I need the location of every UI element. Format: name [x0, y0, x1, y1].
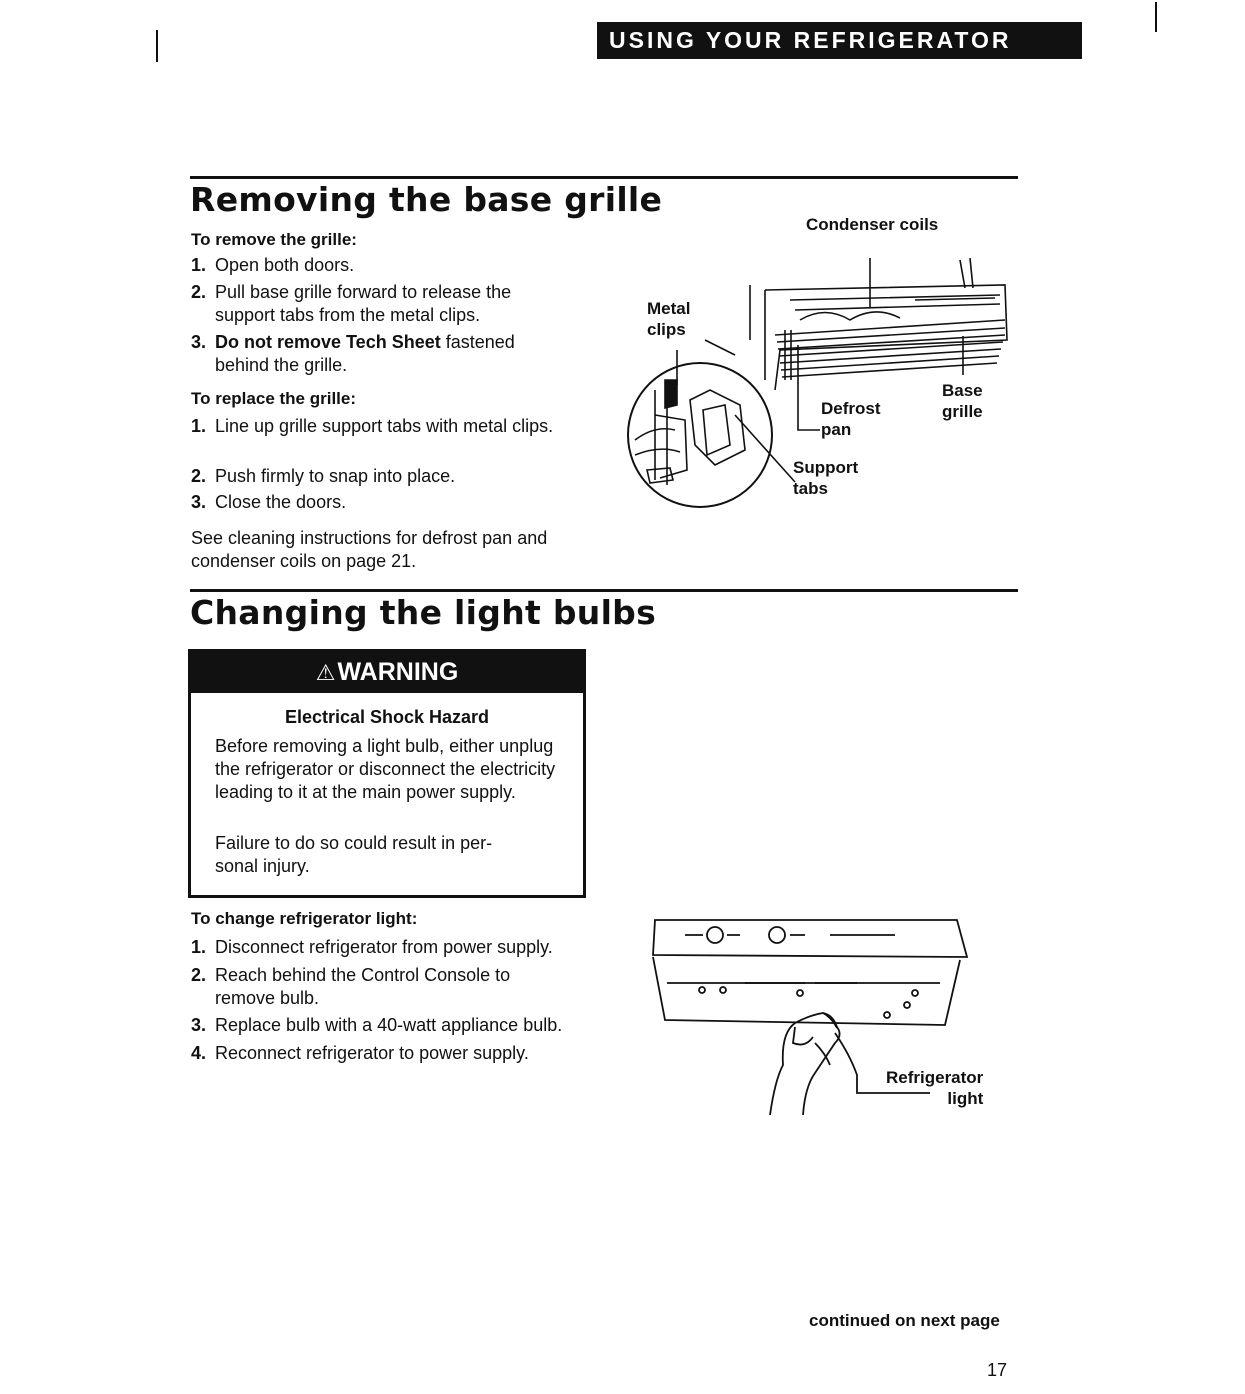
right-margin-mark [1155, 2, 1157, 32]
step-number: 3. [191, 492, 207, 512]
change-step-2 [191, 964, 571, 1010]
section-rule-bulbs [190, 589, 1018, 592]
label-base-grille: Base grille [942, 381, 983, 421]
label-refrigerator-light: Refrigerator light [886, 1068, 984, 1108]
step-number: 1. [191, 937, 207, 957]
step-number: 1. [191, 255, 207, 275]
step-number: 1. [191, 416, 207, 436]
continued-note: continued on next page [809, 1311, 1000, 1330]
step-number: 3. [191, 1015, 207, 1035]
warning-header [191, 652, 583, 693]
step-text: Reach behind the Control Console to remove bulb. [215, 965, 511, 1008]
replace-step-1 [191, 415, 571, 438]
step-number: 2. [191, 282, 207, 302]
cleaning-note: See cleaning instructions for defrost pan and condenser coils on page 21. [191, 528, 548, 571]
left-margin-mark [156, 30, 158, 62]
step-text: Open both doors. [215, 255, 355, 275]
warning-text-2: Failure to do so could result in per-sonal injury. [215, 833, 493, 876]
remove-step-1 [191, 254, 571, 277]
warning-title: WARNING [337, 658, 459, 686]
step-text: Push firmly to snap into place. [215, 466, 456, 486]
warning-text-1: Before removing a light bulb, either unplug the refrigerator or disconnect the electricity leading to it at the main power supply. [215, 736, 556, 802]
replace-grille-heading: To replace the grille: [191, 389, 357, 408]
step-number: 2. [191, 965, 207, 985]
step-text: Disconnect refrigerator from power supply. [215, 937, 553, 957]
step-text: Reconnect refrigerator to power supply. [215, 1043, 529, 1063]
warning-triangle-icon: ⚠ [315, 660, 336, 685]
step-text: Line up grille support tabs with metal clips. [215, 416, 554, 436]
replace-step-2 [191, 465, 571, 488]
section-header-bar: USING YOUR REFRIGERATOR [597, 22, 1082, 59]
section-title-grille: Removing the base grille [190, 180, 663, 219]
step-number: 3. [191, 332, 207, 352]
label-defrost-pan: Defrost pan [821, 399, 881, 439]
change-step-3 [191, 1014, 611, 1037]
remove-grille-heading: To remove the grille: [191, 230, 357, 249]
change-step-4 [191, 1042, 611, 1065]
replace-step-3 [191, 491, 571, 514]
section-title-bulbs: Changing the light bulbs [190, 593, 657, 632]
step-number: 4. [191, 1043, 207, 1063]
label-support-tabs: Support tabs [793, 458, 859, 498]
change-step-1 [191, 936, 611, 959]
step-text: fastened behind the grille. [215, 332, 515, 375]
remove-step-3 [191, 331, 571, 377]
change-light-heading: To change refrigerator light: [191, 909, 418, 928]
page-number: 17 [987, 1360, 1008, 1380]
remove-step-2 [191, 281, 571, 327]
step-emphasis: Do not remove Tech Sheet [215, 332, 441, 352]
warning-hazard: Electrical Shock Hazard [284, 707, 490, 727]
step-text: Replace bulb with a 40-watt appliance bulb. [215, 1015, 563, 1035]
warning-box [188, 649, 586, 898]
step-text: Pull base grille forward to release the support tabs from the metal clips. [215, 282, 512, 325]
label-condenser-coils: Condenser coils [806, 215, 939, 234]
step-text: Close the doors. [215, 492, 347, 512]
label-metal-clips: Metal clips [647, 299, 691, 339]
step-number: 2. [191, 466, 207, 486]
section-rule-grille [190, 176, 1018, 179]
